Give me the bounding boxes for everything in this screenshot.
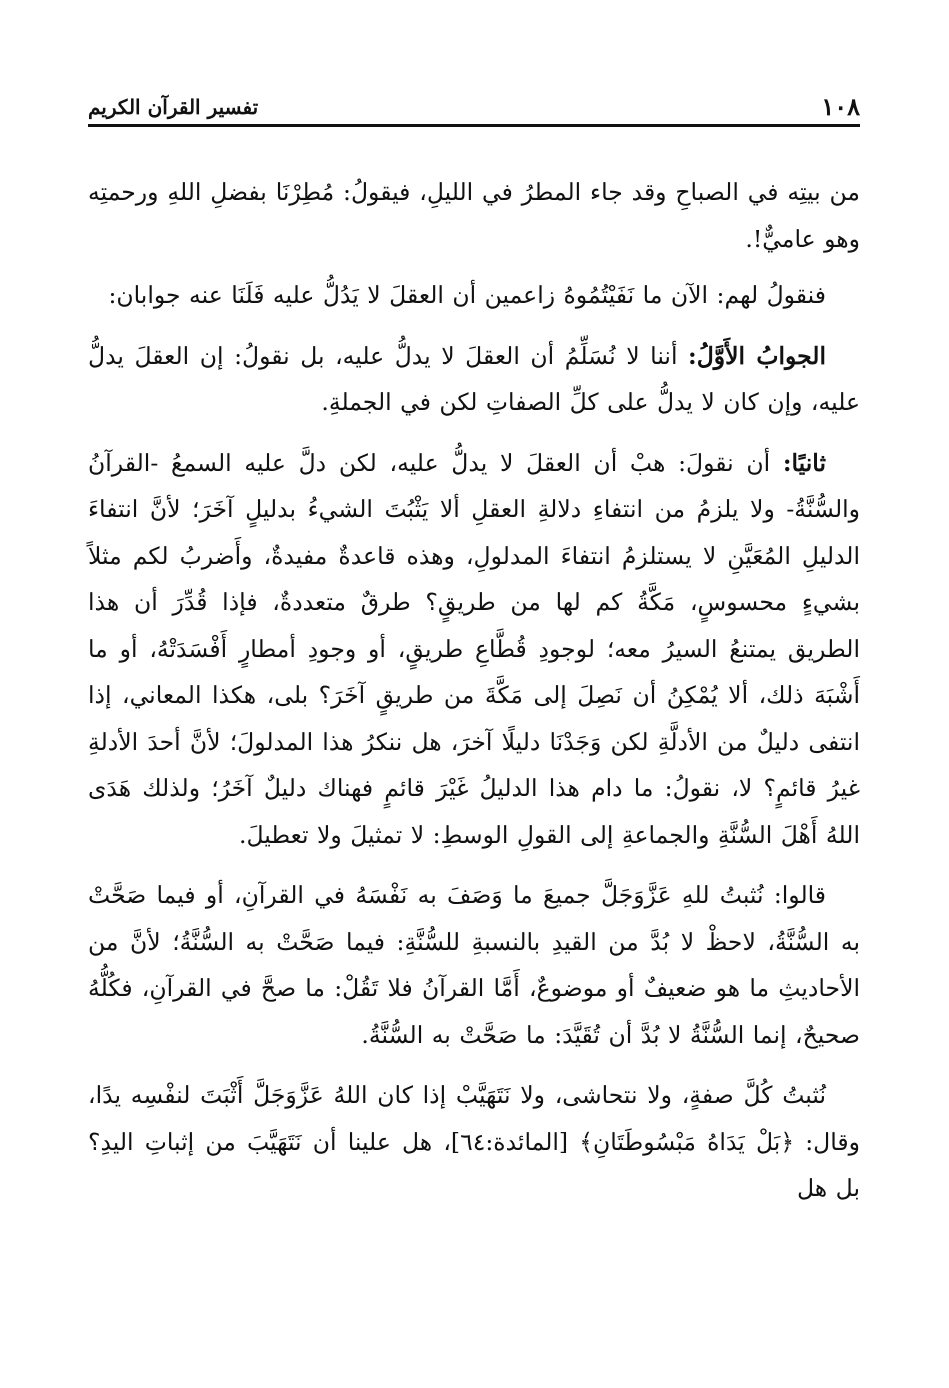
paragraph-first-answer <box>88 333 860 426</box>
paragraph-continuation <box>88 169 860 262</box>
paragraph-text: قالوا: نُثبتُ للهِ عَزَّوَجَلَّ جميعَ ما وَصَفَ به نَفْسَهُ في القرآنِ، أو فيما صَحَّتْ به السُّنَّةُ، لاحظْ لا بُدَّ من القيدِ بالنسبةِ للسُّنَّةِ: فيما صَحَّتْ به السُّنَّةُ؛ لأنَّ من الأحاديثِ ما هو ضعيفٌ أو موضوعٌ، أَمَّا القرآنُ فلا تَقُلْ: ما صحَّ في القرآنِ، فكُلُّهُ صحيحٌ، إنما السُّنَّةُ لا بُدَّ أن تُقَيَّدَ: ما صَحَّتْ به السُّنَّةُ. <box>88 881 860 1049</box>
paragraph <box>88 872 860 1058</box>
book-page <box>88 92 860 1226</box>
paragraph-text: أننا لا نُسَلِّمُ أن العقلَ لا يدلُّ عليه، بل نقولُ: إن العقلَ يدلُّ عليه، وإن كان لا يدلُّ على كلِّ الصفاتِ لكن في الجملةِ. <box>88 341 860 416</box>
paragraph-text: من بيتِه في الصباحِ وقد جاء المطرُ في الليلِ، فيقولُ: مُطِرْنَا بفضلِ اللهِ ورحمتِه وهو عاميٌّ!. <box>88 178 861 253</box>
book-title: تفسير القرآن الكريم <box>88 95 259 119</box>
second-answer-heading: ثانيًا: <box>782 448 826 477</box>
paragraph-text: نُثبتُ كُلَّ صفةٍ، ولا نتحاشى، ولا نَتَهَيَّبْ إذا كان اللهُ عَزَّوَجَلَّ أَثْبَتَ لنفْسِه يدًا، وقال: ﴿بَلْ يَدَاهُ مَبْسُوطَتَانِ﴾ [المائدة:٦٤]، هل علينا أن نَتَهَيَّبَ من إثباتِ اليدِ؟ بل هل <box>88 1081 860 1202</box>
running-header <box>88 92 860 127</box>
first-answer-heading: الجوابُ الأَوَّلُ: <box>688 341 826 370</box>
paragraph <box>88 1072 860 1212</box>
paragraph-text: أن نقولَ: هبْ أن العقلَ لا يدلُّ عليه، لكن دلَّ عليه السمعُ -القرآنُ والسُّنَّةُ- ولا يلزمُ من انتفاءِ دلالةِ العقلِ ألا يَثْبُتَ الشيءُ بدليلٍ آخَرَ؛ لأنَّ انتفاءَ الدليلِ المُعَيَّنِ لا يستلزمُ انتفاءَ المدلولِ، وهذه قاعدةٌ مفيدةٌ، وأَضربُ لكم مثلاً بشيءٍ محسوسٍ، مَكَّةُ كم لها من طريقٍ؟ طرقٌ متعددةٌ، فإذا قُدِّرَ أن هذا الطريق يمتنعُ السيرُ معه؛ لوجودِ قُطَّاعِ طريقٍ، أو وجودِ أمطارٍ أَفْسَدَتْهُ، أو ما أَشْبَهَ ذلك، ألا يُمْكِنُ أن نَصِلَ إلى مَكَّةَ من طريقٍ آخَرَ؟ بلى، هكذا المعاني، إذا انتفى دليلٌ من الأدلَّةِ لكن وَجَدْنَا دليلًا آخرَ، هل ننكرُ هذا المدلولَ؛ لأنَّ أحدَ الأدلةِ غيرُ قائمٍ؟ لا، نقولُ: ما دام هذا الدليلُ غَيْرَ قائمٍ فهناك دليلٌ آخَرُ؛ ولذلك هَدَى اللهُ أَهْلَ السُّنَّةِ والجماعةِ إلى القولِ الوسطِ: لا تمثيلَ ولا تعطيلَ. <box>88 448 861 849</box>
page-number: ١٠٨ <box>821 92 860 121</box>
paragraph-text: فنقولُ لهم: الآن ما نَفَيْتُمُوهُ زاعمين أن العقلَ لا يَدُلُّ عليه فَلَنَا عنه جوابان: <box>108 281 826 309</box>
body-text <box>88 169 860 1212</box>
paragraph-second-answer <box>88 440 860 859</box>
paragraph <box>88 272 860 319</box>
